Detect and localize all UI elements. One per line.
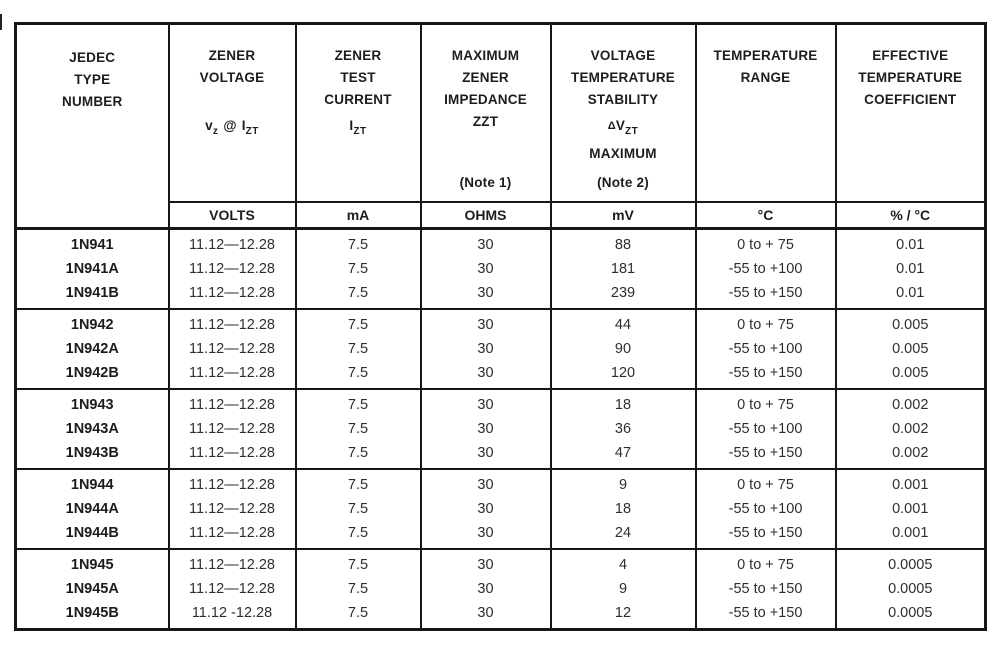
cell-coefficient: 0.01	[836, 281, 986, 309]
cell-zener-voltage: 11.12—12.28	[169, 361, 296, 389]
cell-temp-range: -55 to +150	[696, 601, 836, 630]
cell-zener-voltage: 11.12 -12.28	[169, 601, 296, 630]
unit-mv: mV	[551, 202, 696, 229]
cell-test-current: 7.5	[296, 577, 421, 601]
cell-impedance: 30	[421, 549, 551, 577]
cell-test-current: 7.5	[296, 337, 421, 361]
table-row	[16, 521, 986, 549]
cell-test-current: 7.5	[296, 549, 421, 577]
cell-stability: 120	[551, 361, 696, 389]
cell-temp-range: -55 to +100	[696, 257, 836, 281]
col-header-zener-voltage	[169, 24, 296, 203]
cell-coefficient: 0.01	[836, 229, 986, 258]
cell-jedec-type: 1N942B	[16, 361, 169, 389]
cell-test-current: 7.5	[296, 417, 421, 441]
symbol-zt-sub: ZT	[625, 126, 639, 137]
cell-test-current: 7.5	[296, 521, 421, 549]
cell-zener-voltage: 11.12—12.28	[169, 281, 296, 309]
cell-jedec-type: 1N943B	[16, 441, 169, 469]
header-line: MAXIMUM	[589, 146, 657, 161]
cell-stability: 24	[551, 521, 696, 549]
cell-impedance: 30	[421, 257, 551, 281]
header-line: NUMBER	[62, 94, 123, 109]
col-header-zener-test-current	[296, 24, 421, 203]
symbol-i: I	[241, 118, 246, 133]
cell-impedance: 30	[421, 389, 551, 417]
cell-zener-voltage: 11.12—12.28	[169, 257, 296, 281]
datasheet-table-container	[14, 22, 987, 631]
table-row	[16, 417, 986, 441]
cell-impedance: 30	[421, 337, 551, 361]
impedance-note: (Note 1)	[459, 175, 512, 190]
cell-stability: 9	[551, 469, 696, 497]
header-line: ZENER	[208, 48, 256, 63]
cell-jedec-type: 1N945A	[16, 577, 169, 601]
unit-degc: °C	[696, 202, 836, 229]
cell-zener-voltage: 11.12—12.28	[169, 229, 296, 258]
col-header-temperature-range	[696, 24, 836, 203]
header-line: TEMPERATURE	[858, 70, 963, 85]
header-line: MAXIMUM	[451, 48, 520, 63]
table-row	[16, 389, 986, 417]
cell-stability: 12	[551, 601, 696, 630]
cell-temp-range: -55 to +100	[696, 417, 836, 441]
col-header-max-zener-impedance	[421, 24, 551, 203]
cell-test-current: 7.5	[296, 441, 421, 469]
symbol-v: V	[615, 118, 626, 133]
table-row	[16, 229, 986, 258]
symbol-zt-sub: ZT	[353, 126, 367, 137]
cell-zener-voltage: 11.12—12.28	[169, 337, 296, 361]
table-row	[16, 281, 986, 309]
cell-coefficient: 0.002	[836, 389, 986, 417]
cell-stability: 90	[551, 337, 696, 361]
cell-stability: 4	[551, 549, 696, 577]
cell-temp-range: 0 to + 75	[696, 389, 836, 417]
cell-test-current: 7.5	[296, 281, 421, 309]
table-row	[16, 441, 986, 469]
cell-impedance: 30	[421, 469, 551, 497]
cell-temp-range: 0 to + 75	[696, 229, 836, 258]
cell-stability: 36	[551, 417, 696, 441]
cell-test-current: 7.5	[296, 389, 421, 417]
cell-coefficient: 0.005	[836, 337, 986, 361]
col-header-effective-temp-coefficient	[836, 24, 986, 203]
cell-coefficient: 0.005	[836, 361, 986, 389]
cell-temp-range: -55 to +100	[696, 337, 836, 361]
header-line: ZENER	[462, 70, 509, 85]
symbol-v: v	[205, 118, 213, 133]
delta-vzt-symbol	[552, 115, 695, 143]
stability-note: (Note 2)	[597, 175, 649, 190]
cell-impedance: 30	[421, 361, 551, 389]
cell-stability: 44	[551, 309, 696, 337]
cell-test-current: 7.5	[296, 309, 421, 337]
cell-jedec-type: 1N944	[16, 469, 169, 497]
table-row	[16, 549, 986, 577]
cell-stability: 239	[551, 281, 696, 309]
header-line: EFFECTIVE	[872, 48, 949, 63]
cell-stability: 18	[551, 389, 696, 417]
cell-jedec-type: 1N944A	[16, 497, 169, 521]
cell-impedance: 30	[421, 309, 551, 337]
header-line: TEMPERATURE	[713, 48, 818, 63]
cell-temp-range: -55 to +150	[696, 281, 836, 309]
cell-test-current: 7.5	[296, 469, 421, 497]
cell-coefficient: 0.001	[836, 497, 986, 521]
cell-temp-range: -55 to +150	[696, 361, 836, 389]
cell-temp-range: 0 to + 75	[696, 549, 836, 577]
symbol-at: @	[223, 118, 237, 133]
cell-impedance: 30	[421, 577, 551, 601]
cell-zener-voltage: 11.12—12.28	[169, 521, 296, 549]
cell-zener-voltage: 11.12—12.28	[169, 497, 296, 521]
table-row	[16, 469, 986, 497]
cell-jedec-type: 1N945	[16, 549, 169, 577]
cell-test-current: 7.5	[296, 361, 421, 389]
cell-jedec-type: 1N941B	[16, 281, 169, 309]
cell-zener-voltage: 11.12—12.28	[169, 441, 296, 469]
cell-zener-voltage: 11.12—12.28	[169, 417, 296, 441]
cell-coefficient: 0.01	[836, 257, 986, 281]
cell-zener-voltage: 11.12—12.28	[169, 389, 296, 417]
cell-jedec-type: 1N942	[16, 309, 169, 337]
header-line: ZZT	[472, 114, 499, 129]
header-line: TEST	[340, 70, 376, 85]
header-line: IMPEDANCE	[444, 92, 527, 107]
cell-impedance: 30	[421, 229, 551, 258]
header-row	[16, 24, 986, 203]
scan-artifact	[0, 14, 2, 30]
cell-jedec-type: 1N945B	[16, 601, 169, 630]
cell-impedance: 30	[421, 521, 551, 549]
cell-coefficient: 0.0005	[836, 601, 986, 630]
table-row	[16, 601, 986, 630]
table-row	[16, 497, 986, 521]
unit-pct-degc: % / °C	[836, 202, 986, 229]
cell-temp-range: 0 to + 75	[696, 309, 836, 337]
zener-voltage-symbol	[170, 115, 295, 143]
header-line: VOLTAGE	[590, 48, 656, 63]
cell-impedance: 30	[421, 601, 551, 630]
cell-zener-voltage: 11.12—12.28	[169, 577, 296, 601]
cell-stability: 88	[551, 229, 696, 258]
cell-coefficient: 0.0005	[836, 549, 986, 577]
cell-temp-range: -55 to +150	[696, 521, 836, 549]
cell-test-current: 7.5	[296, 257, 421, 281]
cell-jedec-type: 1N943	[16, 389, 169, 417]
cell-coefficient: 0.002	[836, 417, 986, 441]
cell-coefficient: 0.001	[836, 521, 986, 549]
table-row	[16, 361, 986, 389]
cell-stability: 9	[551, 577, 696, 601]
symbol-zt-sub: ZT	[245, 126, 259, 137]
cell-stability: 181	[551, 257, 696, 281]
header-line: JEDEC	[69, 50, 116, 65]
unit-ma: mA	[296, 202, 421, 229]
unit-ohms: OHMS	[421, 202, 551, 229]
cell-coefficient: 0.002	[836, 441, 986, 469]
cell-jedec-type: 1N943A	[16, 417, 169, 441]
cell-coefficient: 0.005	[836, 309, 986, 337]
unit-volts: VOLTS	[169, 202, 296, 229]
header-line: RANGE	[740, 70, 791, 85]
cell-test-current: 7.5	[296, 229, 421, 258]
header-line: TEMPERATURE	[571, 70, 675, 85]
cell-stability: 47	[551, 441, 696, 469]
cell-coefficient: 0.0005	[836, 577, 986, 601]
cell-jedec-type: 1N942A	[16, 337, 169, 361]
cell-zener-voltage: 11.12—12.28	[169, 309, 296, 337]
cell-impedance: 30	[421, 497, 551, 521]
cell-jedec-type: 1N941	[16, 229, 169, 258]
zener-test-current-symbol	[297, 115, 420, 143]
cell-coefficient: 0.001	[836, 469, 986, 497]
table-row	[16, 309, 986, 337]
cell-stability: 18	[551, 497, 696, 521]
spec-table	[14, 22, 987, 631]
cell-test-current: 7.5	[296, 497, 421, 521]
symbol-z-sub: z	[212, 126, 219, 137]
cell-zener-voltage: 11.12—12.28	[169, 469, 296, 497]
header-line: COEFFICIENT	[864, 92, 957, 107]
symbol-delta: Δ	[607, 120, 616, 132]
cell-impedance: 30	[421, 441, 551, 469]
table-row	[16, 257, 986, 281]
col-header-voltage-temp-stability	[551, 24, 696, 203]
cell-temp-range: -55 to +100	[696, 497, 836, 521]
header-line: VOLTAGE	[199, 70, 265, 85]
cell-zener-voltage: 11.12—12.28	[169, 549, 296, 577]
cell-test-current: 7.5	[296, 601, 421, 630]
header-line: ZENER	[334, 48, 382, 63]
header-line: STABILITY	[587, 92, 659, 107]
symbol-i: I	[349, 118, 354, 133]
cell-temp-range: -55 to +150	[696, 577, 836, 601]
cell-impedance: 30	[421, 417, 551, 441]
cell-temp-range: 0 to + 75	[696, 469, 836, 497]
header-line: TYPE	[74, 72, 111, 87]
cell-jedec-type: 1N944B	[16, 521, 169, 549]
cell-jedec-type: 1N941A	[16, 257, 169, 281]
table-row	[16, 577, 986, 601]
cell-temp-range: -55 to +150	[696, 441, 836, 469]
header-line: CURRENT	[324, 92, 392, 107]
table-row	[16, 337, 986, 361]
cell-impedance: 30	[421, 281, 551, 309]
col-header-jedec-type-number	[16, 24, 169, 229]
